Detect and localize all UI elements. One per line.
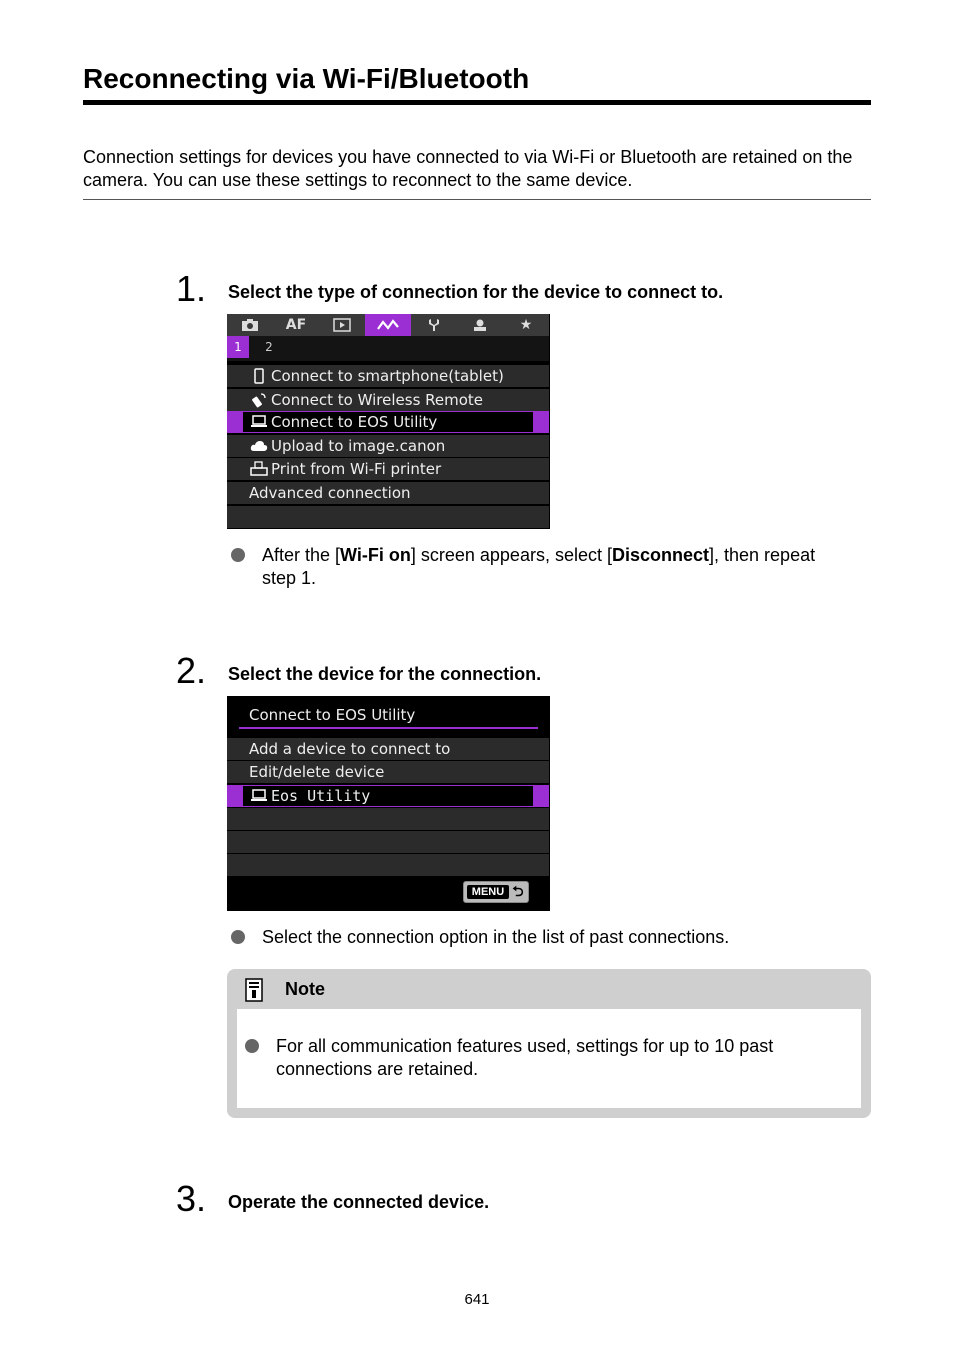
camera-screen-connect-eos-utility bbox=[227, 696, 550, 911]
laptop-icon bbox=[249, 785, 269, 810]
menu-item-label: Upload to image.canon bbox=[271, 437, 446, 455]
menu-item-label: Connect to Wireless Remote bbox=[271, 391, 484, 409]
menu-item-empty bbox=[227, 831, 549, 853]
menu-item-edit-delete-device[interactable] bbox=[227, 761, 549, 783]
menu-button-label: MENU bbox=[467, 885, 509, 899]
user-icon[interactable] bbox=[457, 314, 503, 336]
wrench-icon[interactable] bbox=[411, 314, 457, 336]
menu-item-add-device[interactable] bbox=[227, 738, 549, 760]
step-number-2: 2. bbox=[176, 650, 207, 691]
wireless-icon[interactable] bbox=[365, 314, 411, 336]
menu-item-empty bbox=[227, 506, 549, 528]
menu-item-label: Connect to EOS Utility bbox=[271, 413, 438, 431]
note-box bbox=[227, 969, 871, 1118]
page-title: Reconnecting via Wi-Fi/Bluetooth bbox=[83, 62, 871, 105]
menu-item-label: Edit/delete device bbox=[249, 763, 385, 781]
menu-item-connect-eos-utility[interactable] bbox=[227, 411, 549, 433]
menu-item-upload-image-canon[interactable] bbox=[227, 435, 549, 457]
menu-item-label: Eos Utility bbox=[271, 787, 371, 805]
step-text-1: Select the type of connection for the device to connect to. bbox=[228, 282, 724, 302]
menu-subtab-bar bbox=[227, 336, 549, 361]
step-text-3: Operate the connected device. bbox=[228, 1192, 490, 1212]
menu-item-print-wifi-printer[interactable] bbox=[227, 458, 549, 480]
menu-item-label: Print from Wi-Fi printer bbox=[271, 460, 442, 478]
tab-af[interactable]: AF bbox=[285, 317, 307, 333]
play-icon[interactable] bbox=[319, 314, 365, 336]
menu-item-label: Connect to smartphone(tablet) bbox=[271, 367, 504, 385]
step1-bullet-text: After the [Wi-Fi on] screen appears, select [Disconnect], then repeat step 1. bbox=[262, 545, 816, 588]
subtab-2[interactable]: 2 bbox=[265, 340, 273, 354]
subtab-1[interactable]: 1 bbox=[227, 336, 249, 358]
menu-item-eos-utility-device[interactable] bbox=[227, 785, 549, 807]
menu-item-empty bbox=[227, 854, 549, 876]
menu-item-connect-smartphone[interactable] bbox=[227, 365, 549, 387]
bullet-icon bbox=[231, 548, 245, 562]
note-icon bbox=[245, 978, 263, 1007]
camera-screen-wireless-menu bbox=[227, 314, 550, 529]
menu-item-empty bbox=[227, 808, 549, 830]
printer-icon bbox=[249, 458, 269, 484]
menu-back-button[interactable] bbox=[463, 881, 529, 903]
bullet-icon bbox=[245, 1039, 259, 1053]
step-number-1: 1. bbox=[176, 268, 207, 309]
heading-underline bbox=[239, 727, 538, 729]
smartphone-icon bbox=[249, 365, 269, 391]
screen-heading: Connect to EOS Utility bbox=[249, 706, 416, 724]
page-number: 641 bbox=[464, 1291, 490, 1308]
laptop-icon bbox=[249, 411, 269, 436]
intro-paragraph: Connection settings for devices you have connected to via Wi-Fi or Bluetooth are retained on the camera. You can use these settings to reconnect to the same device. bbox=[83, 146, 871, 200]
note-title: Note bbox=[285, 979, 325, 999]
step-text-2: Select the device for the connection. bbox=[228, 664, 542, 684]
menu-item-connect-wireless-remote[interactable] bbox=[227, 389, 549, 411]
bullet-icon bbox=[231, 930, 245, 944]
note-body bbox=[237, 1009, 861, 1108]
note-text: For all communication features used, settings for up to 10 past connections are retained. bbox=[276, 1036, 774, 1079]
menu-tab-bar bbox=[227, 314, 549, 336]
return-arrow-icon: ⮌ bbox=[512, 884, 524, 900]
camera-icon[interactable] bbox=[227, 314, 273, 336]
menu-item-advanced-connection[interactable] bbox=[227, 482, 549, 504]
step-number-3: 3. bbox=[176, 1178, 207, 1219]
cloud-icon bbox=[249, 435, 269, 459]
star-icon[interactable]: ★ bbox=[519, 317, 533, 333]
step2-bullet-text: Select the connection option in the list of past connections. bbox=[262, 927, 730, 947]
menu-item-label: Add a device to connect to bbox=[249, 740, 451, 758]
menu-item-label: Advanced connection bbox=[249, 484, 411, 502]
